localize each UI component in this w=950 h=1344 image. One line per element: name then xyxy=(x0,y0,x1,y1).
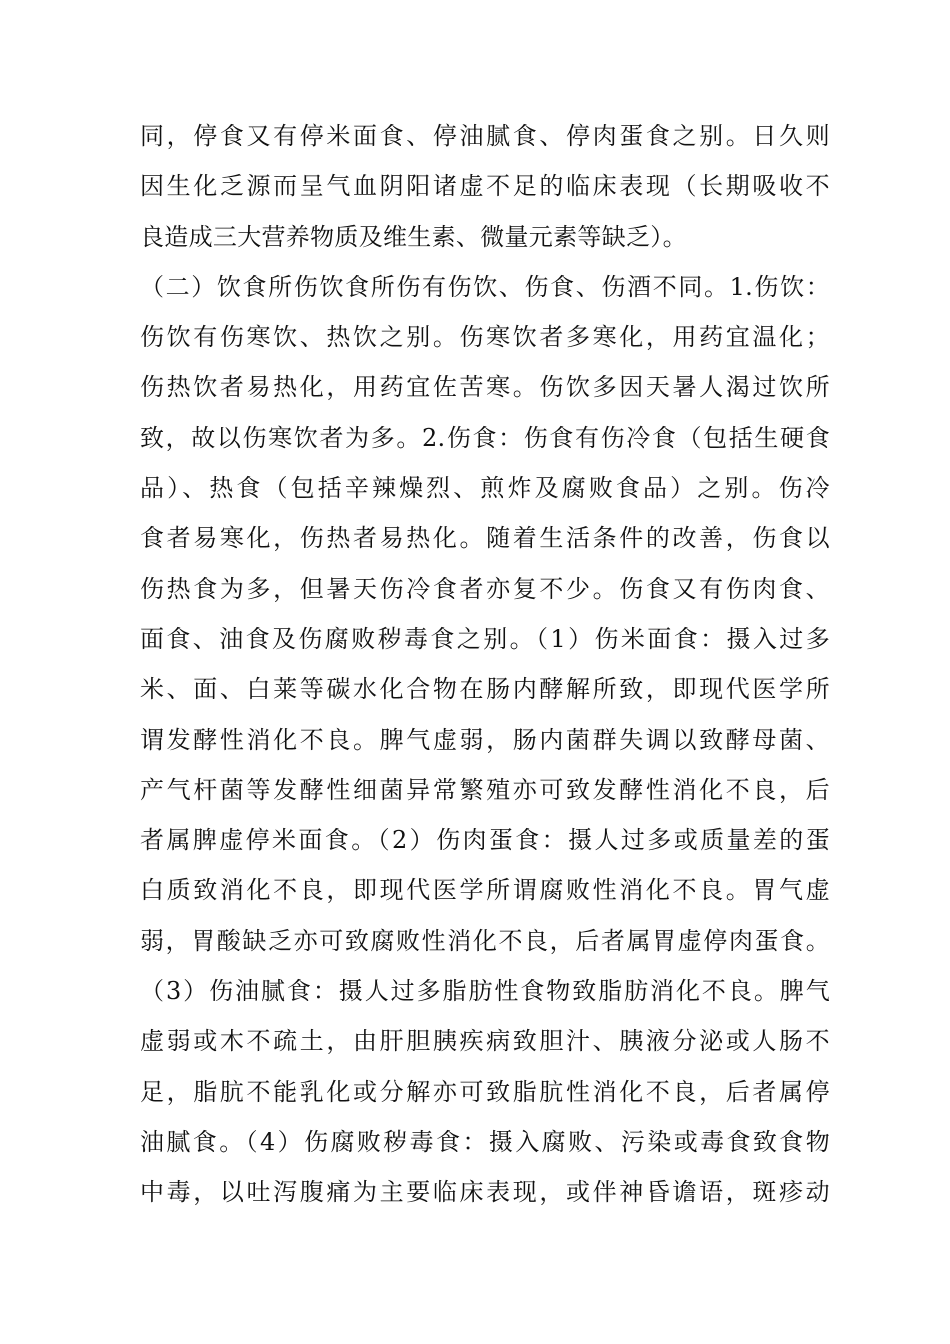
text-line: 因生化乏源而呈气血阴阳诸虚不足的临床表现（长期吸收不 xyxy=(140,172,830,201)
text-line: 致，故以伤寒饮者为多。2.伤食：伤食有伤冷食（包括生硬食 xyxy=(140,423,830,452)
text-line: 同，停食又有停米面食、停油腻食、停肉蛋食之别。日久则 xyxy=(140,122,830,150)
text-line: （二）饮食所伤饮食所伤有伤饮、伤食、伤酒不同。1.伤饮： xyxy=(140,272,830,301)
text-line: 中毒，以吐泻腹痛为主要临床表现，或伴神昏谵语，斑疹动 xyxy=(140,1178,830,1207)
text-line: 足，脂肮不能乳化或分解亦可致脂肮性消化不良，后者属停 xyxy=(140,1077,830,1106)
text-line: 品）、热食（包括辛辣燥烈、煎炸及腐败食品）之别。伤冷 xyxy=(140,474,830,503)
text-line: 良造成三大营养物质及维生素、微量元素等缺乏）。 xyxy=(140,222,687,251)
text-line: 弱，胃酸缺乏亦可致腐败性消化不良，后者属胃虚停肉蛋食。 xyxy=(140,926,830,955)
text-line: 面食、油食及伤腐败秽毒食之别。（1）伤米面食：摄入过多 xyxy=(140,624,830,653)
text-line: （3）伤油腻食：摄人过多脂肪性食物致脂肪消化不良。脾气 xyxy=(140,977,830,1006)
text-line: 油腻食。（4）伤腐败秽毒食：摄入腐败、污染或毒食致食物 xyxy=(140,1127,830,1156)
text-line: 食者易寒化，伤热者易热化。随着生活条件的改善，伤食以 xyxy=(140,524,830,553)
text-line: 伤热食为多，但暑天伤冷食者亦复不少。伤食又有伤肉食、 xyxy=(140,574,830,603)
text-line: 白质致消化不良，即现代医学所谓腐败性消化不良。胃气虚 xyxy=(140,876,830,905)
text-line: 者属脾虚停米面食。（2）伤肉蛋食：摄人过多或质量差的蛋 xyxy=(140,826,830,855)
text-line: 谓发酵性消化不良。脾气虚弱，肠内菌群失调以致酵母菌、 xyxy=(140,725,830,754)
text-line: 伤热饮者易热化，用药宜佐苦寒。伤饮多因天暑人渴过饮所 xyxy=(140,373,830,402)
text-line: 虚弱或木不疏土，由肝胆胰疾病致胆汁、胰液分泌或人肠不 xyxy=(140,1027,830,1056)
text-line: 伤饮有伤寒饮、热饮之别。伤寒饮者多寒化，用药宜温化； xyxy=(140,323,830,352)
text-line: 产气杆菌等发酵性细菌异常繁殖亦可致发酵性消化不良，后 xyxy=(140,775,830,804)
text-line: 米、面、白莱等碳水化合物在肠内酵解所致，即现代医学所 xyxy=(140,675,830,704)
document-body xyxy=(140,111,830,1218)
